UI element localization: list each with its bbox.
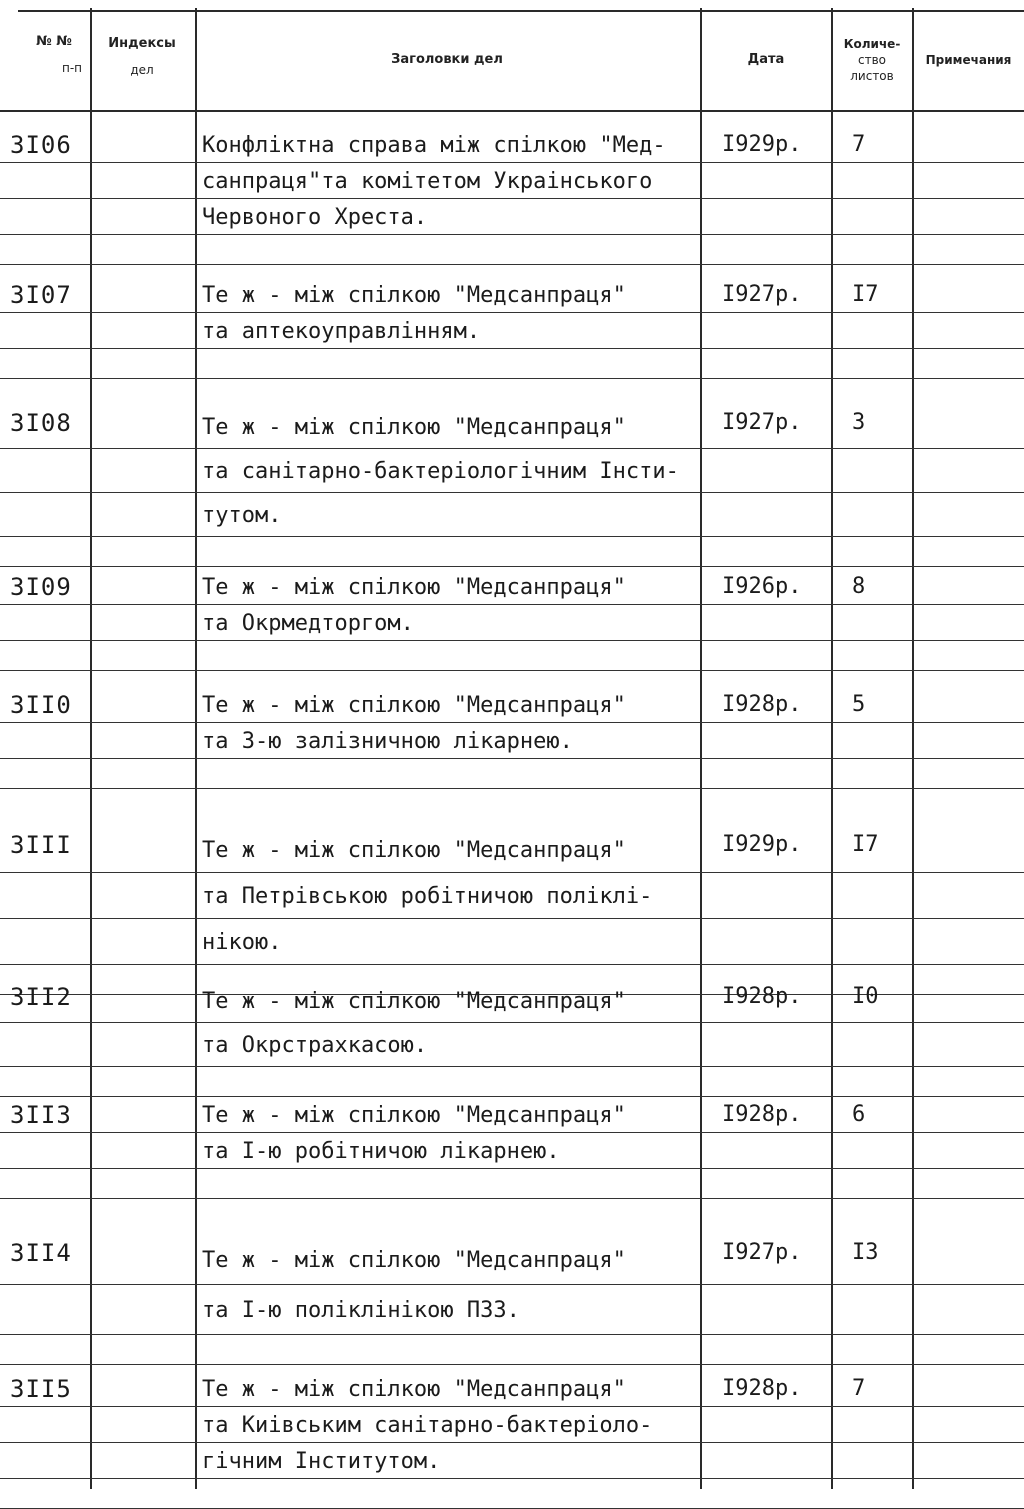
row-title-line: та 3-ю залiзничною лiкарнею. bbox=[202, 729, 573, 754]
ruled-line bbox=[0, 1284, 1024, 1285]
header-index bbox=[92, 36, 192, 78]
column-divider-date bbox=[831, 8, 833, 1489]
header-number-line1: № № bbox=[36, 34, 72, 49]
row-title bbox=[202, 980, 626, 1068]
row-date: I927р. bbox=[722, 282, 802, 307]
row-title-line: Те ж - мiж спiлкою "Медсанпраця" bbox=[202, 838, 626, 863]
header-notes: Примечания bbox=[925, 53, 1012, 67]
row-number: 3I06 bbox=[10, 131, 72, 159]
ruled-line bbox=[0, 234, 1024, 235]
row-title-line: та Окрстрахкасою. bbox=[202, 1033, 428, 1058]
ruled-line bbox=[0, 264, 1024, 265]
row-number: 3I08 bbox=[10, 409, 72, 437]
row-sheet-count: 5 bbox=[852, 692, 866, 717]
ruled-line bbox=[0, 566, 1024, 567]
row-title bbox=[202, 1236, 626, 1336]
row-title-line: та Петрiвською робiтничою полiклi- bbox=[202, 884, 653, 909]
ruled-line bbox=[0, 640, 1024, 641]
row-title-line: Те ж - мiж спiлкою "Медсанпраця" bbox=[202, 1248, 626, 1273]
row-title bbox=[202, 278, 626, 350]
row-title-line: Те ж - мiж спiлкою "Медсанпраця" bbox=[202, 575, 626, 600]
row-number: 3II3 bbox=[10, 1101, 72, 1129]
header-sheet-count bbox=[833, 36, 911, 84]
ruled-line bbox=[0, 1066, 1024, 1067]
row-number: 3II2 bbox=[10, 983, 72, 1011]
ruled-line bbox=[0, 670, 1024, 671]
ruled-line bbox=[0, 1478, 1024, 1479]
row-number: 3III bbox=[10, 831, 72, 859]
header-count-line3: листов bbox=[850, 69, 894, 83]
row-number: 3II5 bbox=[10, 1375, 72, 1403]
row-sheet-count: I7 bbox=[852, 832, 879, 857]
row-sheet-count: 8 bbox=[852, 574, 866, 599]
ruled-line bbox=[0, 312, 1024, 313]
ruled-line bbox=[0, 872, 1024, 873]
ruled-line bbox=[0, 1442, 1024, 1443]
row-date: I926р. bbox=[722, 574, 802, 599]
ruled-line bbox=[0, 162, 1024, 163]
ruled-line bbox=[0, 1334, 1024, 1335]
row-title-line: та Киiвським санiтарно-бактерiоло- bbox=[202, 1413, 653, 1438]
row-title bbox=[202, 406, 679, 538]
ruled-line bbox=[0, 198, 1024, 199]
ruled-line bbox=[0, 788, 1024, 789]
ruled-line bbox=[0, 1168, 1024, 1169]
row-title-line: та аптекоуправлiнням. bbox=[202, 319, 481, 344]
row-title-line: Конфлiктна справа мiж спiлкою "Мед- bbox=[202, 133, 666, 158]
ruled-line bbox=[0, 1364, 1024, 1365]
row-title bbox=[202, 1372, 652, 1480]
row-sheet-count: I3 bbox=[852, 1240, 879, 1265]
row-sheet-count: I0 bbox=[852, 984, 879, 1009]
row-title-line: тутом. bbox=[202, 503, 282, 528]
header-bottom-border bbox=[0, 110, 1024, 112]
row-date: I928р. bbox=[722, 984, 802, 1009]
ruled-line bbox=[0, 964, 1024, 965]
ruled-line bbox=[0, 1406, 1024, 1407]
row-title-line: Червоного Хреста. bbox=[202, 205, 428, 230]
column-divider-count bbox=[912, 8, 914, 1489]
column-divider-num bbox=[90, 8, 92, 1489]
ruled-line bbox=[0, 492, 1024, 493]
row-title bbox=[202, 828, 652, 966]
table-top-border bbox=[18, 10, 1024, 12]
row-title-line: гiчним Iнститутом. bbox=[202, 1449, 441, 1474]
header-date: Дата bbox=[747, 52, 785, 67]
row-title-line: та Окрмедторгом. bbox=[202, 611, 414, 636]
row-number: 3II4 bbox=[10, 1239, 72, 1267]
row-title-line: нiкою. bbox=[202, 930, 282, 955]
ruled-line bbox=[0, 1022, 1024, 1023]
row-title-line: Те ж - мiж спiлкою "Медсанпраця" bbox=[202, 1103, 626, 1128]
row-title-line: та I-ю робiтничою лiкарнею. bbox=[202, 1139, 560, 1164]
ruled-line bbox=[0, 378, 1024, 379]
ruled-line bbox=[0, 722, 1024, 723]
row-number: 3I07 bbox=[10, 281, 72, 309]
row-sheet-count: I7 bbox=[852, 282, 879, 307]
ruled-line bbox=[0, 448, 1024, 449]
row-title-line: Те ж - мiж спiлкою "Медсанпраця" bbox=[202, 989, 626, 1014]
row-sheet-count: 7 bbox=[852, 1376, 866, 1401]
row-title-line: санпраця"та комiтетом Украiнського bbox=[202, 169, 653, 194]
row-title-line: та санiтарно-бактерiологiчним Iнсти- bbox=[202, 459, 679, 484]
row-date: I928р. bbox=[722, 692, 802, 717]
row-date: I929р. bbox=[722, 132, 802, 157]
row-date: I927р. bbox=[722, 410, 802, 435]
row-title-line: Те ж - мiж спiлкою "Медсанпраця" bbox=[202, 283, 626, 308]
row-number: 3II0 bbox=[10, 691, 72, 719]
row-title bbox=[202, 570, 626, 642]
row-title-line: Те ж - мiж спiлкою "Медсанпраця" bbox=[202, 1377, 626, 1402]
row-date: I928р. bbox=[722, 1376, 802, 1401]
row-sheet-count: 6 bbox=[852, 1102, 866, 1127]
ruled-line bbox=[0, 758, 1024, 759]
row-number: 3I09 bbox=[10, 573, 72, 601]
row-title-line: Те ж - мiж спiлкою "Медсанпраця" bbox=[202, 415, 626, 440]
row-date: I928р. bbox=[722, 1102, 802, 1127]
row-date: I929р. bbox=[722, 832, 802, 857]
row-sheet-count: 3 bbox=[852, 410, 866, 435]
ruled-line bbox=[0, 1132, 1024, 1133]
ruled-line bbox=[0, 1198, 1024, 1199]
ruled-line bbox=[0, 348, 1024, 349]
row-title bbox=[202, 1098, 626, 1170]
row-title-line: та I-ю полiклiнiкою ПЗЗ. bbox=[202, 1298, 520, 1323]
column-divider-index bbox=[195, 8, 197, 1489]
header-title: Заголовки дел bbox=[391, 52, 503, 67]
header-count-line1: Количе- bbox=[843, 37, 901, 51]
header-number bbox=[18, 34, 90, 76]
ruled-line bbox=[0, 604, 1024, 605]
header-index-line1: Индексы bbox=[108, 36, 176, 51]
header-index-line2: дел bbox=[130, 63, 154, 77]
row-date: I927р. bbox=[722, 1240, 802, 1265]
header-number-line2: п-п bbox=[61, 61, 82, 75]
row-title bbox=[202, 688, 626, 760]
row-sheet-count: 7 bbox=[852, 132, 866, 157]
column-divider-title bbox=[700, 8, 702, 1489]
row-title-line: Те ж - мiж спiлкою "Медсанпраця" bbox=[202, 693, 626, 718]
row-title bbox=[202, 128, 666, 236]
ruled-line bbox=[0, 1096, 1024, 1097]
ruled-line bbox=[0, 918, 1024, 919]
ruled-line bbox=[0, 536, 1024, 537]
header-count-line2: ство bbox=[857, 53, 886, 67]
